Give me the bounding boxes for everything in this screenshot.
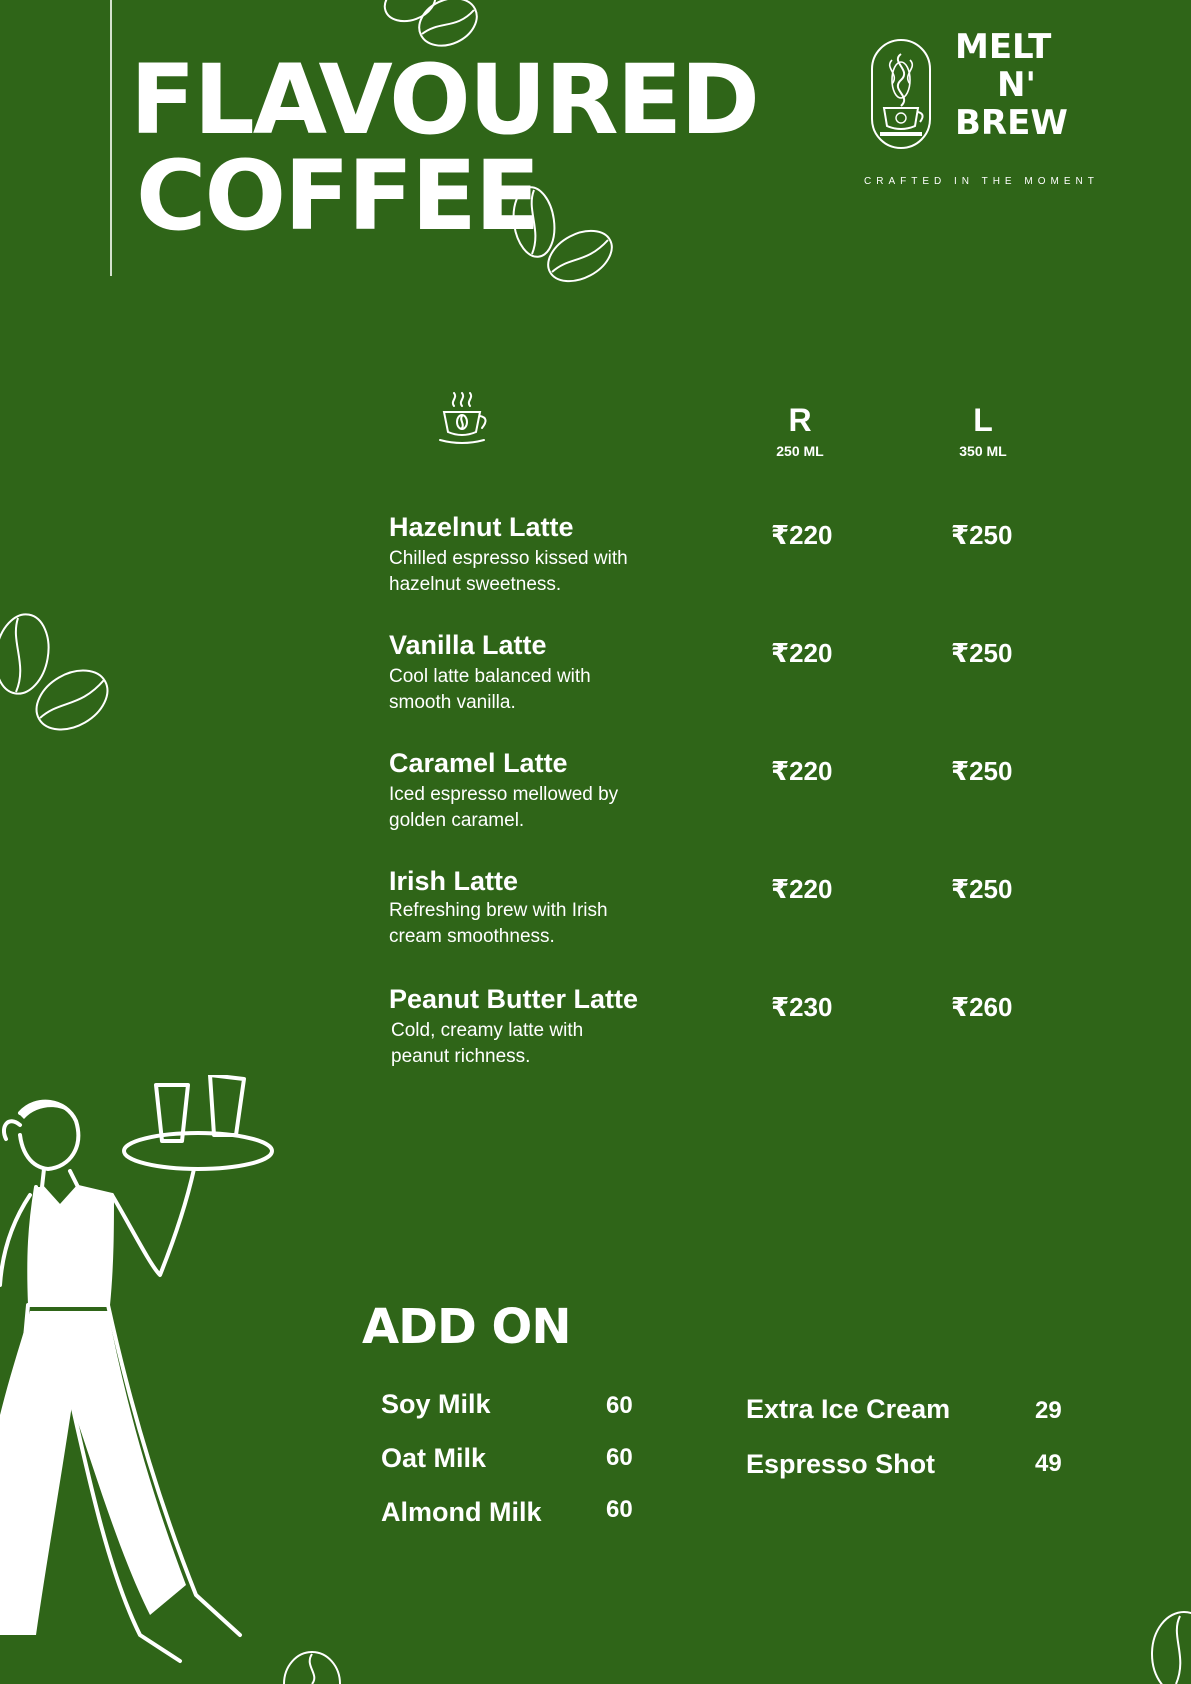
- coffee-bean-icon: [370, 0, 490, 60]
- menu-item-name: Irish Latte: [389, 866, 519, 896]
- menu-item-name: Caramel Latte: [389, 748, 568, 778]
- addon-item-price: 29: [1035, 1397, 1062, 1424]
- waitress-illustration: [0, 1075, 280, 1684]
- menu-item: [389, 512, 709, 598]
- addon-item-name: Extra Ice Cream: [746, 1394, 951, 1424]
- coffee-bean-icon: [0, 612, 114, 738]
- menu-item-description: Chilled espresso kissed with hazelnut sweetness.: [389, 548, 628, 595]
- size-letter: L: [973, 402, 993, 438]
- addon-item-price: 60: [606, 1496, 633, 1523]
- size-volume: 250 ML: [776, 443, 824, 459]
- addon-item-price: 60: [606, 1444, 633, 1471]
- brand-name-line1: MELT: [955, 27, 1052, 67]
- size-header-large: [933, 402, 1033, 460]
- menu-item-name: Hazelnut Latte: [389, 512, 574, 542]
- addon-item-price: 49: [1035, 1450, 1062, 1477]
- brand-tagline: CRAFTED IN THE MOMENT: [864, 176, 1099, 187]
- brand-name-line3: BREW: [955, 103, 1068, 143]
- menu-item: [389, 984, 711, 1070]
- menu-item-price-regular: ₹220: [771, 756, 833, 786]
- addon-item-name: Almond Milk: [381, 1497, 542, 1527]
- size-letter: R: [788, 402, 812, 438]
- addon-title: ADD ON: [362, 1299, 571, 1355]
- brand-name: [955, 28, 1115, 142]
- menu-item: [389, 866, 709, 950]
- page-title-line2: COFFEE: [136, 140, 539, 252]
- size-volume: 350 ML: [959, 443, 1007, 459]
- addon-item-price: 60: [606, 1392, 633, 1419]
- menu-item-price-regular: ₹220: [771, 874, 833, 904]
- menu-item-price-large: ₹250: [951, 756, 1013, 786]
- menu-item: [389, 630, 709, 716]
- page-title: [130, 44, 758, 252]
- coffee-cup-icon: [438, 392, 490, 446]
- menu-item-description: Cool latte balanced with smooth vanilla.: [389, 666, 591, 713]
- menu-item-price-regular: ₹220: [771, 638, 833, 668]
- coffee-bean-icon: [1146, 1608, 1191, 1684]
- header-divider: [110, 0, 112, 276]
- menu-item-name: Vanilla Latte: [389, 630, 547, 660]
- brand-name-line2: N': [997, 65, 1036, 105]
- menu-item-name: Peanut Butter Latte: [389, 984, 639, 1014]
- addon-item-name: Soy Milk: [381, 1389, 491, 1419]
- menu-item-price-regular: ₹230: [771, 992, 833, 1022]
- size-header-regular: [750, 402, 850, 460]
- coffee-bean-icon: [282, 1650, 342, 1684]
- addon-item-name: Espresso Shot: [746, 1449, 936, 1479]
- addon-item-name: Oat Milk: [381, 1443, 487, 1473]
- menu-item-price-regular: ₹220: [771, 520, 833, 550]
- menu-item: [389, 748, 709, 834]
- coffee-bean-icon: [508, 184, 618, 290]
- menu-item-price-large: ₹250: [951, 520, 1013, 550]
- brand-emblem-icon: [870, 38, 932, 150]
- menu-item-description: Refreshing brew with Irish cream smoothness.: [389, 900, 608, 947]
- menu-item-description: Cold, creamy latte with peanut richness.: [391, 1020, 584, 1067]
- menu-item-price-large: ₹260: [951, 992, 1013, 1022]
- menu-item-price-large: ₹250: [951, 638, 1013, 668]
- menu-item-description: Iced espresso mellowed by golden caramel.: [389, 784, 619, 831]
- page-title-line1: FLAVOURED: [130, 44, 758, 156]
- menu-item-price-large: ₹250: [951, 874, 1013, 904]
